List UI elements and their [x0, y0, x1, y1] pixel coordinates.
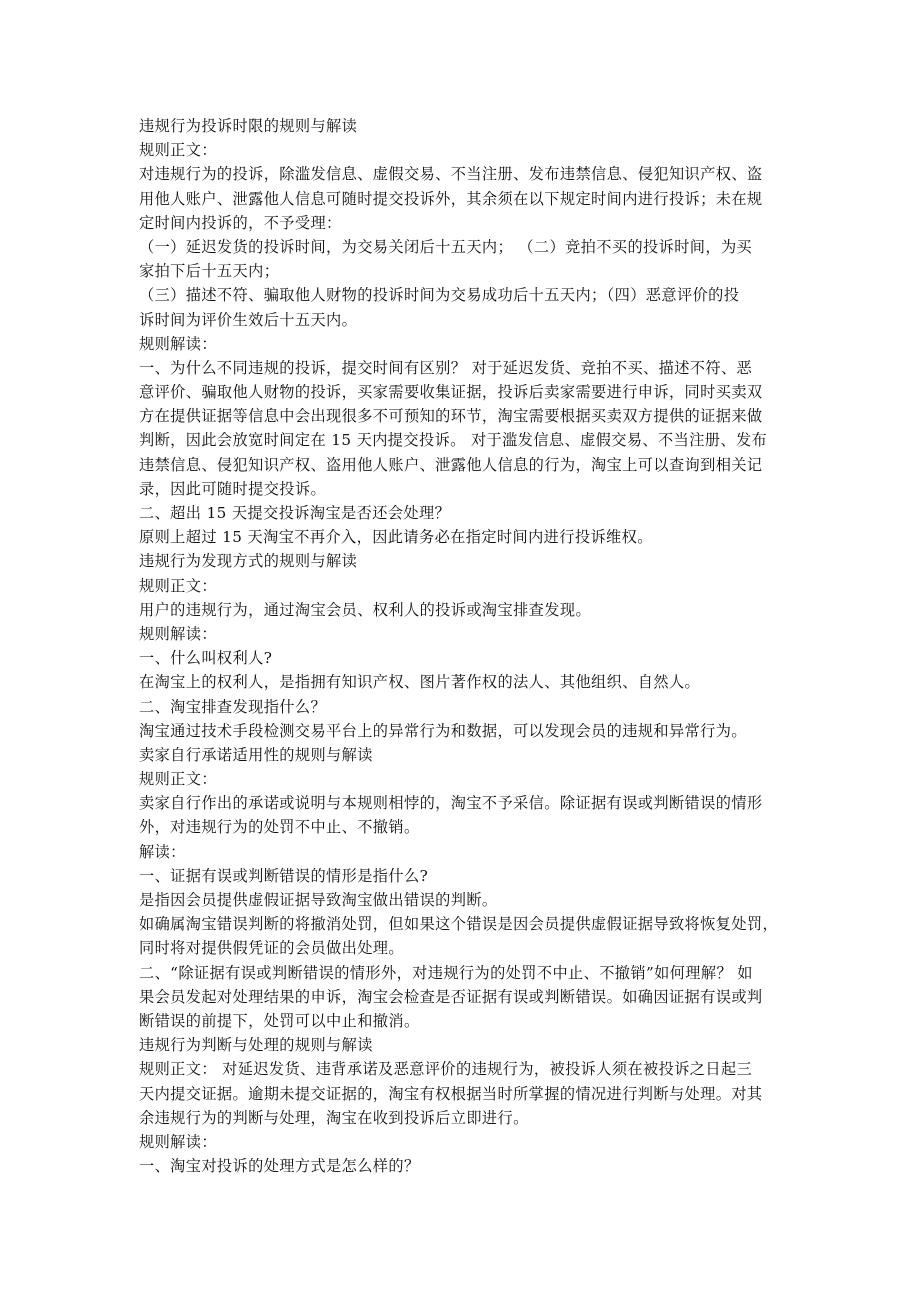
- paragraph-line: （一）延迟发货的投诉时间，为交易关闭后十五天内； （二）竞拍不买的投诉时间，为买: [139, 237, 753, 256]
- section-heading-seller-commitment: 卖家自行承诺适用性的规则与解读: [139, 745, 373, 764]
- rule-text-label: 规则正文：: [139, 141, 217, 160]
- paragraph-line: 是指因会员提供虚假证据导致淘宝做出错误的判断。: [139, 891, 498, 909]
- paragraph-line: 诉时间为评价生效后十五天内。: [139, 310, 358, 329]
- paragraph-line: 定时间内投诉的，不予受理：: [139, 213, 342, 232]
- section-heading-violation-judgment: 违规行为判断与处理的规则与解读: [139, 1036, 373, 1055]
- paragraph-line: 外，对违规行为的处罚不中止、不撤销。: [139, 818, 420, 837]
- paragraph-line: （三）描述不符、骗取他人财物的投诉时间为交易成功后十五天内；（四）恶意评价的投: [139, 286, 740, 305]
- paragraph-line: 一、为什么不同违规的投诉，提交时间有区别？ 对于延迟发货、竞拍不买、描述不符、恶: [139, 358, 753, 377]
- paragraph-line: 对违规行为的投诉，除滥发信息、虚假交易、不当注册、发布违禁信息、侵犯知识产权、盗: [139, 165, 763, 184]
- rule-text-label: 规则正文：: [139, 576, 217, 595]
- paragraph-line: 卖家自行作出的承诺或说明与本规则相悖的，淘宝不予采信。除证据有误或判断错误的情形: [139, 794, 763, 813]
- paragraph-line: 天内提交证据。逾期未提交证据的，淘宝有权根据当时所掌握的情况进行判断与处理。对其: [139, 1084, 763, 1103]
- question-line: 一、证据有误或判断错误的情形是指什么?: [139, 866, 429, 885]
- paragraph-line: 余违规行为的判断与处理，淘宝在收到投诉后立即进行。: [139, 1108, 529, 1127]
- paragraph-line: 如确属淘宝错误判断的将撤消处罚，但如果这个错误是因会员提供虚假证据导致将恢复处罚，: [139, 915, 779, 934]
- question-line: 二、“除证据有误或判断错误的情形外，对违规行为的处罚不中止、不撤销”如何理解？ 如: [139, 963, 753, 982]
- paragraph-line: 用他人账户、泄露他人信息可随时提交投诉外，其余须在以下规定时间内进行投诉；未在规: [139, 189, 763, 208]
- question-line: 一、什么叫权利人?: [139, 649, 273, 668]
- paragraph-line: 用户的违规行为，通过淘宝会员、权利人的投诉或淘宝排查发现。: [139, 600, 592, 619]
- interpretation-label: 解读：: [139, 842, 186, 861]
- paragraph-line: 方在提供证据等信息中会出现很多不可预知的环节，淘宝需要根据买卖双方提供的证据来做: [139, 407, 763, 426]
- paragraph-line: 意评价、骗取他人财物的投诉，买家需要收集证据，投诉后卖家需要进行申诉，同时买卖双: [139, 383, 763, 402]
- paragraph-line: 录，因此可随时提交投诉。: [139, 479, 327, 498]
- paragraph-line: 断错误的前提下，处罚可以中止和撤消。: [139, 1011, 420, 1030]
- paragraph-line: 违禁信息、侵犯知识产权、盗用他人账户、泄露他人信息的行为，淘宝上可以查询到相关记: [139, 455, 763, 474]
- question-line: 一、淘宝对投诉的处理方式是怎么样的？: [139, 1157, 420, 1176]
- question-line: 二、超出 15 天提交投诉淘宝是否还会处理？: [139, 504, 451, 522]
- section-heading-violation-discovery: 违规行为发现方式的规则与解读: [139, 552, 358, 571]
- document-page: [139, 114, 799, 1178]
- paragraph-line: 家拍下后十五天内；: [139, 262, 280, 281]
- section-heading-complaint-time-limit: 违规行为投诉时限的规则与解读: [139, 117, 358, 135]
- paragraph-line: 同时将对提供假凭证的会员做出处理。: [139, 939, 404, 958]
- rule-interpretation-label: 规则解读：: [139, 334, 217, 353]
- paragraph-line: 淘宝通过技术手段检测交易平台上的异常行为和数据，可以发现会员的违规和异常行为。: [139, 721, 747, 740]
- paragraph-line: 果会员发起对处理结果的申诉，淘宝会检查是否证据有误或判断错误。如确因证据有误或判: [139, 987, 763, 1006]
- rule-interpretation-label: 规则解读：: [139, 624, 217, 643]
- paragraph-line: 原则上超过 15 天淘宝不再介入，因此请务必在指定时间内进行投诉维权。: [139, 528, 653, 547]
- paragraph-line: 规则正文： 对延迟发货、违背承诺及恶意评价的违规行为，被投诉人须在被投诉之日起三: [139, 1060, 753, 1079]
- question-line: 二、淘宝排查发现指什么？: [139, 697, 327, 716]
- paragraph-line: 判断，因此会放宽时间定在 15 天内提交投诉。 对于滥发信息、虚假交易、不当注册、发布: [139, 431, 768, 450]
- rule-text-label: 规则正文：: [139, 770, 217, 789]
- paragraph-line: 在淘宝上的权利人，是指拥有知识产权、图片著作权的法人、其他组织、自然人。: [139, 673, 701, 692]
- rule-interpretation-label: 规则解读：: [139, 1132, 217, 1151]
